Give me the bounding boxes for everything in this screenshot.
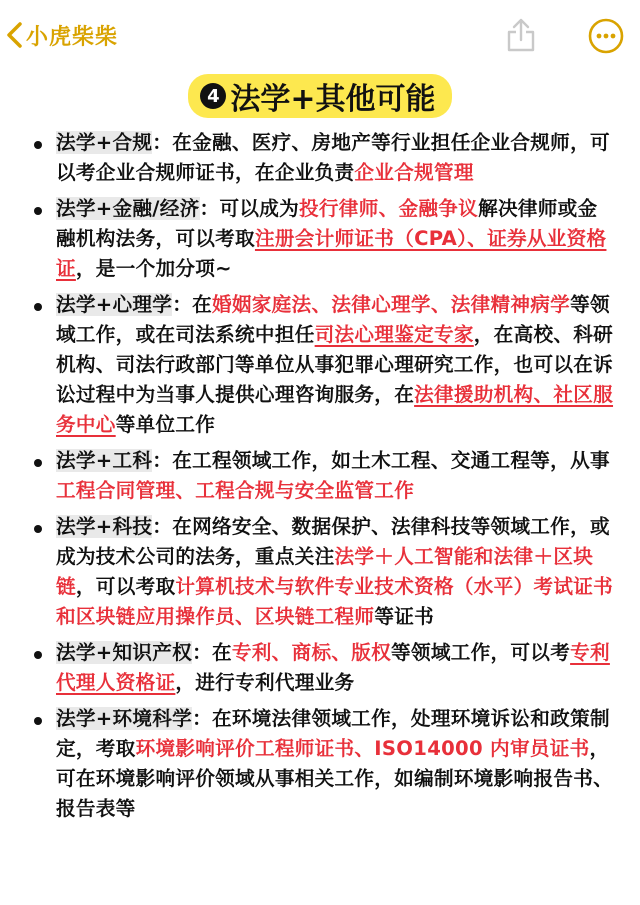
list-item	[36, 290, 614, 440]
chevron-left-icon	[4, 20, 26, 50]
back-button[interactable]	[4, 18, 118, 52]
share-icon[interactable]	[504, 16, 538, 54]
body-text: ：在金融、医疗、房地产等行业担任企业合规师，可以考企业合规师证书，在企业负责	[56, 131, 610, 184]
body-text: 等单位工作	[115, 413, 216, 436]
body-text: ，在高校、科研机构、司法行政部门等单位从事犯罪心理研究工作，也可以在诉讼过程中为当事人提供心理咨询服务，在	[56, 323, 614, 406]
highlight-text: 计算机技术与软件专业技术资格（水平）考试证书和区块链应用操作员、区块链工程师	[56, 575, 614, 628]
bullet-icon	[34, 207, 42, 215]
list-item-text	[36, 128, 614, 188]
highlight-text: 注册会计师证书（CPA）、证券从业资格证	[56, 227, 607, 280]
list-item-text	[36, 290, 614, 440]
item-heading: 法学+环境科学	[56, 707, 193, 730]
highlight-text: 工程合同管理、工程合规与安全监管工作	[56, 479, 415, 502]
bullet-icon	[34, 525, 42, 533]
item-heading: 法学+金融/经济	[56, 197, 200, 220]
section-title	[188, 74, 451, 118]
body-text: ，进行专利代理业务	[175, 671, 355, 694]
highlight-text: 环境影响评价工程师证书、ISO14000 内审员证书	[135, 737, 590, 760]
highlight-text: 司法心理鉴定专家	[314, 323, 474, 346]
bullet-icon	[34, 651, 42, 659]
highlight-text: 专利代理人资格证	[56, 641, 610, 694]
list-item	[36, 128, 614, 188]
list-item	[36, 638, 614, 698]
content-list	[36, 128, 614, 830]
top-bar	[0, 0, 640, 70]
highlight-text: 法学＋人工智能和法律＋区块链	[56, 545, 594, 598]
bullet-icon	[34, 303, 42, 311]
body-text: 等领域工作，可以考	[391, 641, 571, 664]
list-item-text	[36, 194, 614, 284]
list-item	[36, 446, 614, 506]
list-item-text	[36, 704, 614, 824]
body-text: 解决律师或金融机构法务，可以考取	[56, 197, 598, 250]
item-heading: 法学+工科	[56, 449, 153, 472]
item-heading: 法学+知识产权	[56, 641, 193, 664]
list-item-text	[36, 446, 614, 506]
item-heading: 法学+合规	[56, 131, 153, 154]
number-badge: 4	[200, 83, 226, 109]
list-item	[36, 194, 614, 284]
highlight-text: 企业合规管理	[354, 161, 474, 184]
bullet-icon	[34, 141, 42, 149]
highlight-text: 法律援助机构、社区服务中心	[56, 383, 614, 436]
body-text: ：可以成为	[199, 197, 300, 220]
body-text: 等证书	[374, 605, 434, 628]
body-text: ：在环境法律领域工作，处理环境诉讼和政策制定，考取	[56, 707, 610, 760]
highlight-text: 投行律师、金融争议	[299, 197, 479, 220]
highlight-text: 婚姻家庭法、法律心理学、法律精神病学	[211, 293, 571, 316]
body-text: ：在工程领域工作，如土木工程、交通工程等，从事	[152, 449, 610, 472]
body-text: ：在网络安全、数据保护、法律科技等领域工作，或成为技术公司的法务，重点关注	[56, 515, 610, 568]
highlight-text: 专利、商标、版权	[231, 641, 392, 664]
author-name: 小虎柴柴	[26, 24, 119, 50]
body-text: ：在	[172, 293, 212, 316]
bullet-icon	[34, 459, 42, 467]
body-text: 等领域工作，或在司法系统中担任	[56, 293, 610, 346]
body-text: ，可以考取	[75, 575, 176, 598]
body-text: ，可在环境影响评价领域从事相关工作，如编制环境影响报告书、报告表等	[56, 737, 614, 820]
bullet-icon	[34, 717, 42, 725]
list-item	[36, 704, 614, 824]
item-heading: 法学+心理学	[56, 293, 173, 316]
item-heading: 法学+科技	[56, 515, 153, 538]
more-icon[interactable]	[588, 18, 624, 54]
body-text: ，是一个加分项~	[75, 257, 232, 280]
body-text: ：在	[192, 641, 232, 664]
list-item-text	[36, 638, 614, 698]
list-item	[36, 512, 614, 632]
list-item-text	[36, 512, 614, 632]
section-title-text: 法学+其他可能	[230, 82, 436, 117]
